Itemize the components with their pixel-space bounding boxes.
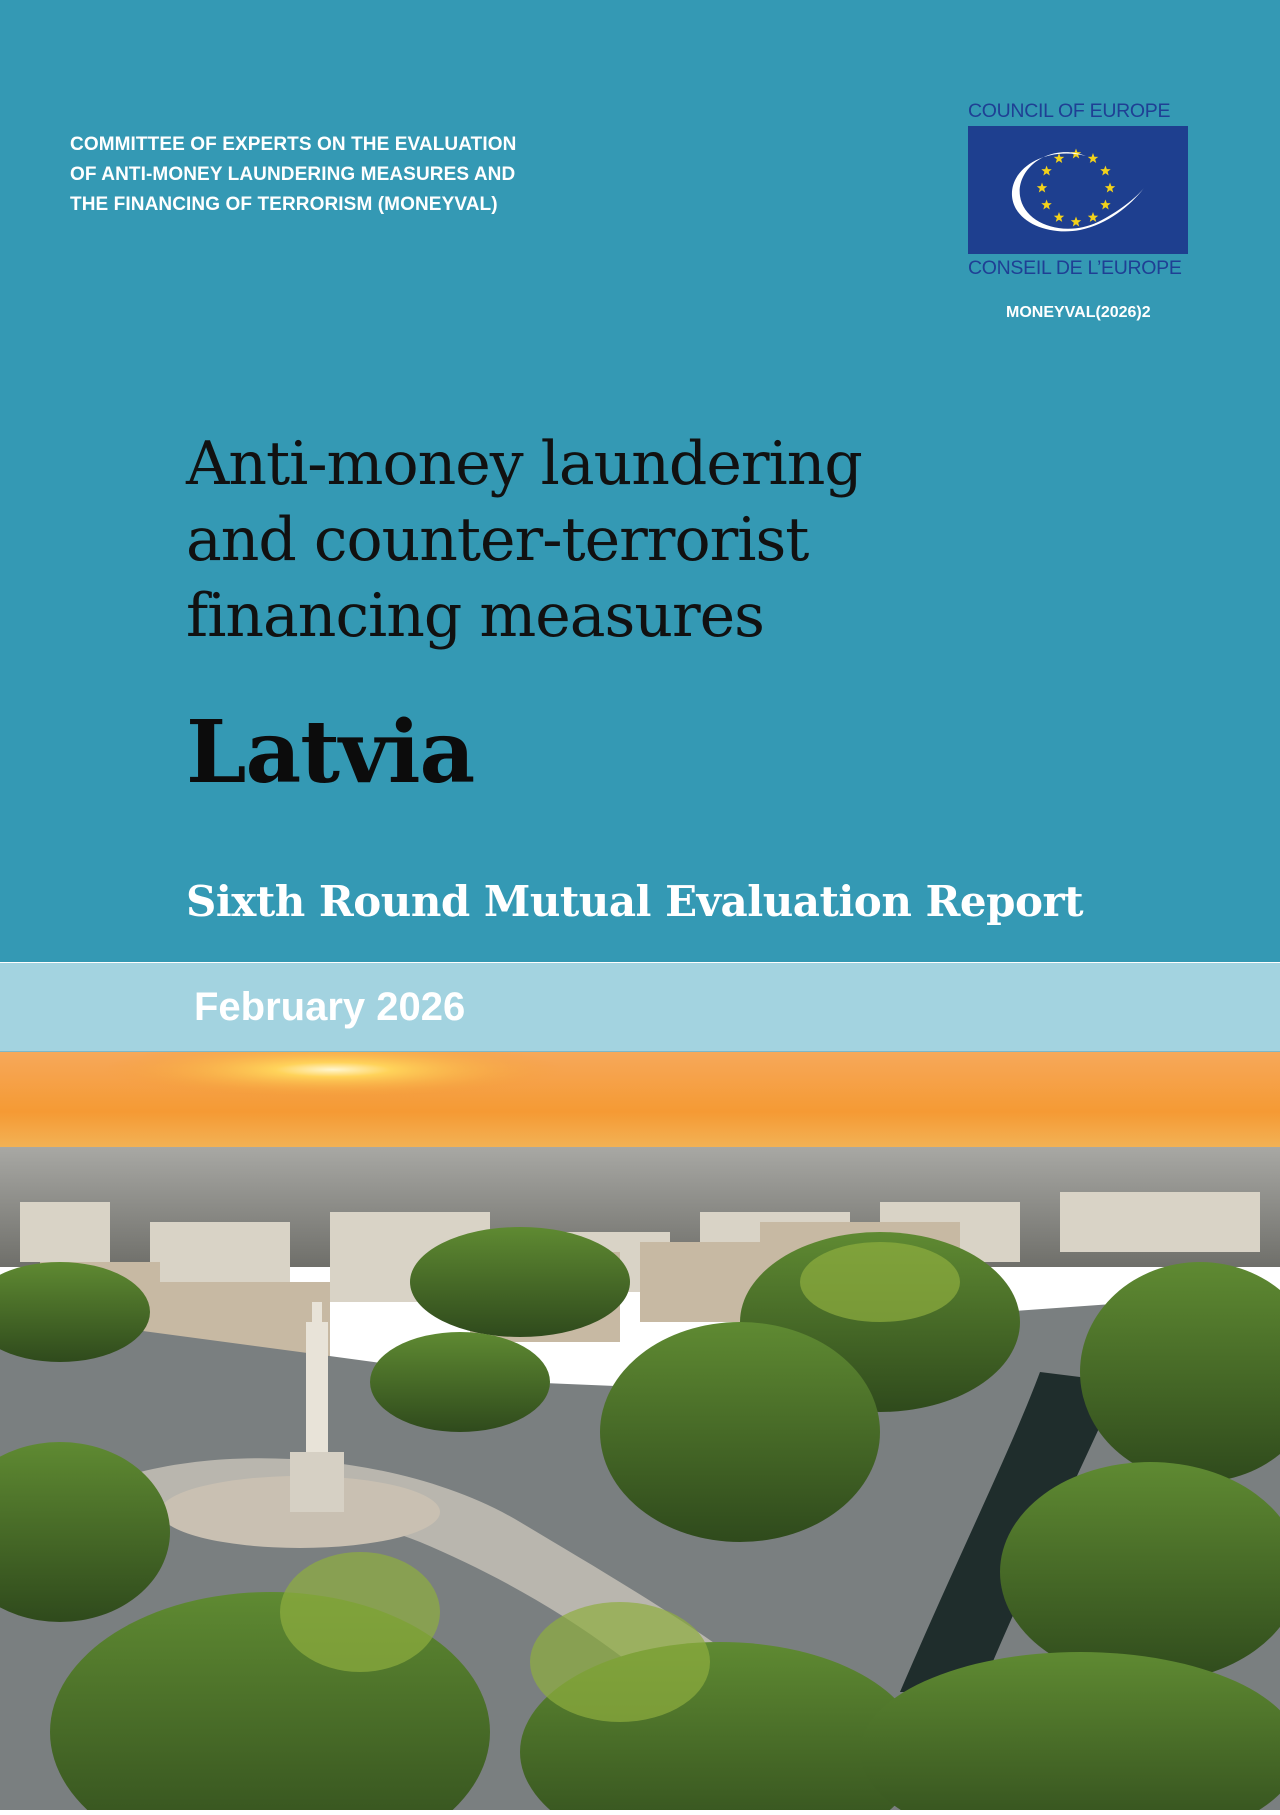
- main-title-line-1: Anti-money laundering: [186, 429, 862, 499]
- country-name: Latvia: [186, 702, 475, 803]
- date-band: [0, 962, 1280, 1052]
- main-title: [186, 426, 1086, 654]
- main-title-line-3: financing measures: [186, 581, 764, 651]
- council-of-europe-logo: [968, 100, 1190, 279]
- logo-top-text: COUNCIL OF EUROPE: [968, 100, 1171, 122]
- document-reference: MONEYVAL(2026)2: [1006, 304, 1151, 321]
- riga-cover-photo: [0, 1052, 1280, 1810]
- main-title-line-2: and counter-terrorist: [186, 505, 809, 575]
- publication-date: February 2026: [194, 985, 466, 1029]
- logo-bottom-text: CONSEIL DE L’EUROPE: [968, 257, 1182, 279]
- committee-line-2: OF ANTI-MONEY LAUNDERING MEASURES AND: [70, 164, 516, 185]
- committee-line-3: THE FINANCING OF TERRORISM (MONEYVAL): [70, 194, 498, 215]
- report-title: Sixth Round Mutual Evaluation Report: [186, 877, 1084, 926]
- council-of-europe-stars-icon: [968, 126, 1188, 254]
- committee-name: [70, 130, 590, 220]
- committee-line-1: COMMITTEE OF EXPERTS ON THE EVALUATION: [70, 134, 517, 155]
